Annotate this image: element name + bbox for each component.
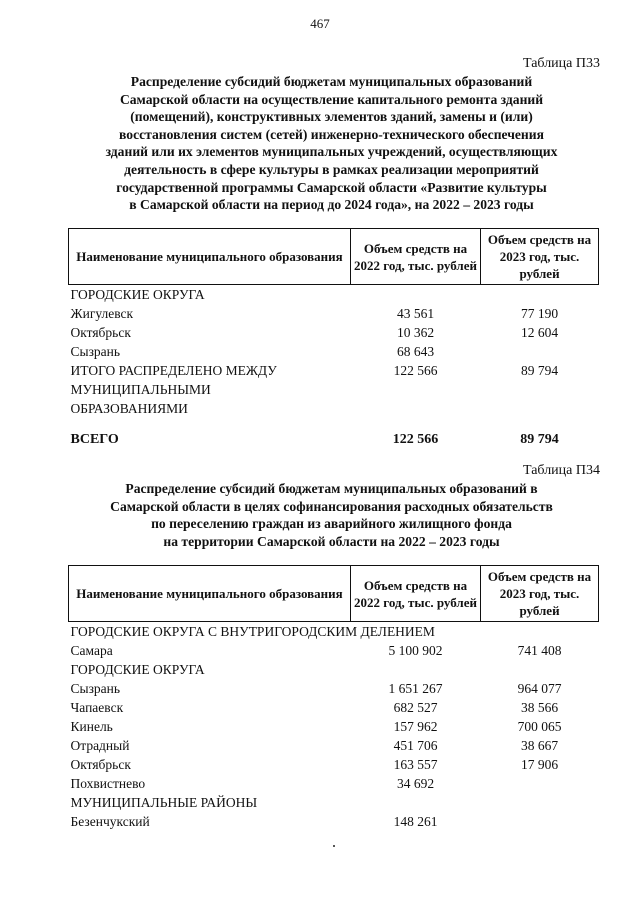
- table-row: [69, 736, 599, 755]
- row-name: Октябрьск: [70, 757, 131, 772]
- table-row: [69, 755, 599, 774]
- value-2022: 5 100 902: [388, 643, 443, 658]
- value-2022: 10 362: [396, 325, 435, 340]
- value-2022: 148 261: [393, 814, 438, 829]
- table-row: [69, 304, 599, 323]
- header-name: Наименование муниципального образования: [69, 229, 351, 285]
- value-2022: 1 651 267: [388, 681, 443, 696]
- row-name: Сызрань: [70, 344, 121, 359]
- section-row: [69, 285, 599, 305]
- value-2023: 89 794: [520, 363, 559, 378]
- row-name: Октябрьск: [70, 325, 131, 340]
- title-line: на территории Самарской области на 2022 – 2023 годы: [163, 533, 500, 549]
- row-name: Отрадный: [70, 738, 130, 753]
- value-2023: 38 566: [520, 700, 559, 715]
- value-2022: 122 566: [392, 432, 439, 447]
- value-2022: 157 962: [393, 719, 438, 734]
- value-2023: 12 604: [520, 325, 559, 340]
- header-name: Наименование муниципального образования: [69, 566, 351, 622]
- title-line: по переселению граждан из аварийного жилищного фонда: [151, 516, 512, 532]
- value-2023: 77 190: [520, 306, 559, 321]
- value-2022: 43 561: [396, 306, 435, 321]
- section-label: ГОРОДСКИЕ ОКРУГА: [70, 662, 205, 677]
- row-name: Похвистнево: [70, 776, 146, 791]
- section-label: ГОРОДСКИЕ ОКРУГА С ВНУТРИГОРОДСКИМ ДЕЛЕНИЕМ: [70, 624, 435, 639]
- section-label: ГОРОДСКИЕ ОКРУГА: [70, 287, 205, 302]
- data-table: [68, 228, 599, 449]
- table-row: [69, 679, 599, 698]
- section-row: [69, 622, 599, 642]
- row-name: ВСЕГО: [70, 432, 119, 447]
- table-row: [69, 774, 599, 793]
- header-2023: Объем средств на 2023 год, тыс. рублей: [481, 229, 599, 285]
- table-row: [69, 361, 599, 418]
- row-name: Сызрань: [70, 681, 121, 696]
- value-2022: 122 566: [393, 363, 438, 378]
- value-2022: 68 643: [396, 344, 435, 359]
- title-line: в Самарской области на период до 2024 года», на 2022 – 2023 годы: [129, 197, 534, 213]
- header-2022: Объем средств на 2022 год, тыс. рублей: [351, 566, 481, 622]
- value-2022: 451 706: [393, 738, 438, 753]
- value-2022: 682 527: [393, 700, 438, 715]
- table-label: Таблица П33: [523, 56, 600, 71]
- value-2023: [481, 812, 599, 831]
- row-name: Кинель: [70, 719, 113, 734]
- value-2023: [481, 774, 599, 793]
- row-name: ИТОГО РАСПРЕДЕЛЕНО МЕЖДУ МУНИЦИПАЛЬНЫМИ ОБРАЗОВАНИЯМИ: [70, 363, 277, 416]
- table-title: [64, 480, 599, 550]
- data-table: [68, 565, 599, 831]
- title-line: восстановления систем (сетей) инженерно-технического обеспечения: [119, 126, 544, 142]
- value-2023: 700 065: [517, 719, 562, 734]
- table-row: [69, 717, 599, 736]
- value-2023: [481, 342, 599, 361]
- table-label: Таблица П34: [523, 463, 600, 478]
- row-name: Жигулевск: [70, 306, 134, 321]
- table-row: [69, 323, 599, 342]
- header-2023: Объем средств на 2023 год, тыс. рублей: [481, 566, 599, 622]
- table-row: [69, 342, 599, 361]
- page-number: 467: [310, 16, 330, 31]
- section-row: [69, 793, 599, 812]
- value-2023: 17 906: [520, 757, 559, 772]
- title-line: Распределение субсидий бюджетам муниципальных образований: [130, 74, 533, 89]
- table-header-row: [69, 229, 599, 285]
- value-2023: 89 794: [520, 432, 559, 447]
- table-row: [69, 641, 599, 660]
- title-line: Самарской области на осуществление капитального ремонта зданий: [119, 91, 544, 107]
- title-line: зданий или их элементов муниципальных учреждений, осуществляющих: [105, 144, 558, 160]
- value-2023: 38 667: [520, 738, 559, 753]
- table-row: [69, 698, 599, 717]
- section-row: [69, 660, 599, 679]
- value-2023: 741 408: [517, 643, 562, 658]
- value-2023: 964 077: [517, 681, 562, 696]
- table-header-row: [69, 566, 599, 622]
- row-name: Самара: [70, 643, 113, 658]
- row-name: Безенчукский: [70, 814, 150, 829]
- scan-speck: [333, 845, 335, 847]
- title-line: деятельность в сфере культуры в рамках реализации мероприятий: [124, 161, 539, 177]
- row-name: Чапаевск: [70, 700, 124, 715]
- table-title: [64, 73, 599, 214]
- title-line: Распределение субсидий бюджетам муниципальных образований в: [125, 481, 538, 496]
- value-2022: 34 692: [396, 776, 435, 791]
- title-line: государственной программы Самарской области «Развитие культуры: [116, 179, 547, 195]
- value-2022: 163 557: [393, 757, 438, 772]
- title-line: Самарской области в целях софинансирования расходных обязательств: [110, 498, 553, 514]
- total-row: [69, 418, 599, 449]
- section-label: МУНИЦИПАЛЬНЫЕ РАЙОНЫ: [70, 795, 258, 810]
- title-line: (помещений), конструктивных элементов зданий, замены и (или): [130, 109, 533, 125]
- header-2022: Объем средств на 2022 год, тыс. рублей: [351, 229, 481, 285]
- table-row: [69, 812, 599, 831]
